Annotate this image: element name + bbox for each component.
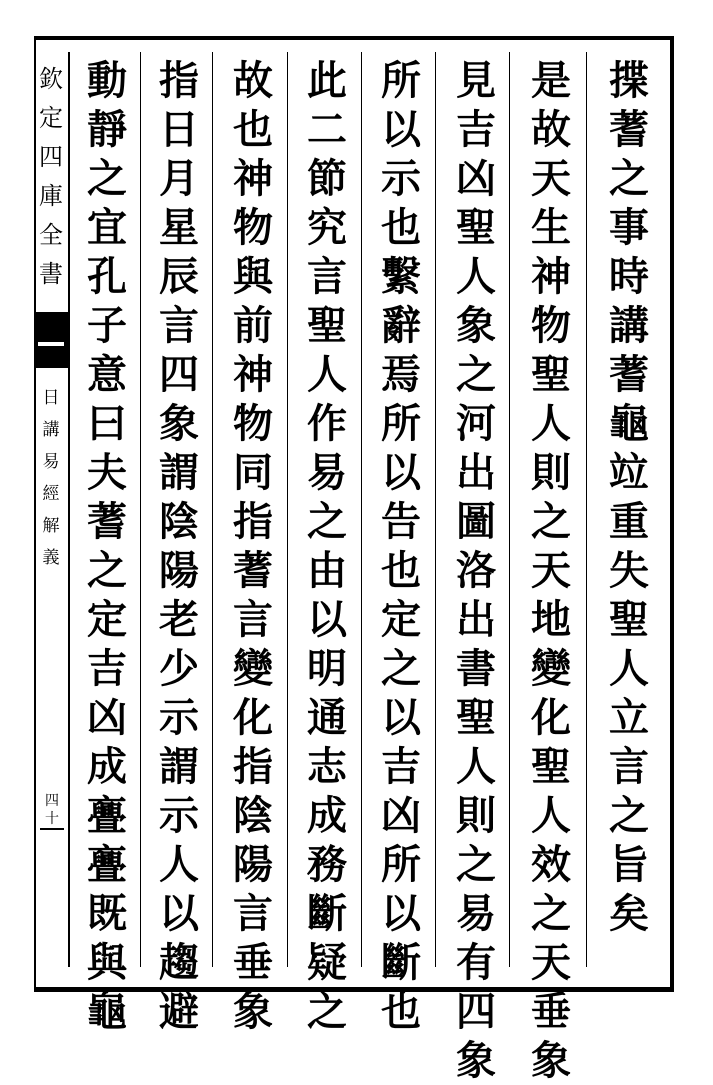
text-char: 指	[159, 57, 199, 104]
text-char: 洛	[456, 547, 496, 594]
text-char: 重	[609, 498, 649, 545]
text-char: 吉	[456, 106, 496, 153]
column-rule	[509, 52, 510, 967]
chapter-title-char: 解	[42, 516, 60, 536]
text-char: 聖	[531, 743, 571, 790]
text-char: 少	[159, 645, 199, 692]
text-char: 示	[159, 792, 199, 839]
text-char: 示	[159, 694, 199, 741]
text-char: 趨	[159, 939, 199, 986]
text-char: 成	[307, 792, 347, 839]
chapter-title-char: 日	[42, 388, 60, 408]
text-char: 以	[381, 106, 421, 153]
text-char: 出	[456, 596, 496, 643]
text-char: 垂	[233, 939, 273, 986]
text-char: 人	[456, 253, 496, 300]
text-char: 之	[531, 498, 571, 545]
text-char: 也	[381, 204, 421, 251]
text-char: 神	[233, 155, 273, 202]
book-title-char: 全	[39, 221, 63, 249]
text-column	[443, 56, 509, 1084]
text-char: 宜	[87, 204, 127, 251]
text-char: 作	[307, 400, 347, 447]
text-char: 凶	[381, 792, 421, 839]
text-char: 人	[531, 400, 571, 447]
text-column	[220, 56, 286, 1035]
text-char: 四	[456, 988, 496, 1035]
text-char: 凶	[87, 694, 127, 741]
text-char: 與	[87, 939, 127, 986]
text-char: 之	[87, 155, 127, 202]
fishtail-mark	[34, 312, 68, 368]
text-char: 既	[87, 890, 127, 937]
text-char: 聖	[531, 351, 571, 398]
text-char: 圖	[456, 498, 496, 545]
text-char: 之	[609, 155, 649, 202]
text-char: 聖	[307, 302, 347, 349]
text-char: 天	[531, 939, 571, 986]
text-char: 書	[456, 645, 496, 692]
text-char: 蓍	[609, 106, 649, 153]
text-char: 人	[159, 841, 199, 888]
chapter-title-char: 講	[42, 420, 60, 440]
chapter-title-char: 經	[42, 484, 60, 504]
text-char: 矣	[609, 890, 649, 937]
text-char: 象	[456, 1037, 496, 1084]
text-char: 也	[233, 106, 273, 153]
text-char: 效	[531, 841, 571, 888]
column-rule	[212, 52, 213, 967]
text-char: 垂	[531, 988, 571, 1035]
text-char: 繫	[381, 253, 421, 300]
text-column	[596, 56, 662, 966]
text-char: 人	[609, 645, 649, 692]
text-char: 物	[233, 204, 273, 251]
column-rule	[140, 52, 141, 967]
column-rule	[435, 52, 436, 967]
text-char: 蓍	[609, 351, 649, 398]
text-char: 靜	[87, 106, 127, 153]
text-char: 通	[307, 694, 347, 741]
text-char: 蓍	[87, 498, 127, 545]
text-char: 揲	[609, 57, 649, 104]
text-char: 明	[307, 645, 347, 692]
text-char: 之	[456, 841, 496, 888]
text-char: 星	[159, 204, 199, 251]
text-char: 天	[531, 547, 571, 594]
chapter-title-char: 義	[42, 548, 60, 568]
text-char: 此	[307, 57, 347, 104]
book-title-char: 定	[39, 104, 63, 132]
text-char: 立	[609, 694, 649, 741]
text-char: 陽	[159, 547, 199, 594]
text-char: 務	[307, 841, 347, 888]
text-column	[368, 56, 434, 1035]
text-char: 也	[381, 988, 421, 1035]
text-char: 易	[456, 890, 496, 937]
text-column	[294, 56, 360, 1035]
book-title-char: 庫	[39, 182, 63, 210]
text-char: 陰	[233, 792, 273, 839]
text-char: 同	[233, 449, 273, 496]
text-char: 孔	[87, 253, 127, 300]
text-char: 之	[456, 351, 496, 398]
text-char: 之	[381, 645, 421, 692]
book-title-char: 欽	[39, 65, 63, 93]
text-char: 成	[87, 743, 127, 790]
text-char: 告	[381, 498, 421, 545]
text-column	[518, 56, 584, 1084]
text-char: 象	[159, 400, 199, 447]
text-char: 前	[233, 302, 273, 349]
text-char: 曰	[87, 400, 127, 447]
text-char: 言	[307, 253, 347, 300]
text-char: 則	[456, 792, 496, 839]
page-number: 四十	[40, 792, 64, 830]
text-char: 龜	[609, 400, 649, 447]
text-char: 地	[531, 596, 571, 643]
text-char: 以	[307, 596, 347, 643]
text-char: 象	[531, 1037, 571, 1084]
text-char: 指	[233, 498, 273, 545]
text-char: 象	[233, 988, 273, 1035]
text-char: 聖	[456, 694, 496, 741]
text-char: 之	[609, 792, 649, 839]
text-char: 化	[531, 694, 571, 741]
text-char: 吉	[381, 743, 421, 790]
text-char: 出	[456, 449, 496, 496]
text-char: 吉	[87, 645, 127, 692]
text-char: 故	[233, 57, 273, 104]
column-rule	[68, 52, 70, 967]
text-char: 言	[159, 302, 199, 349]
text-char: 是	[531, 57, 571, 104]
text-char: 之	[307, 988, 347, 1035]
text-column	[74, 56, 140, 1035]
book-title-char: 書	[39, 260, 63, 288]
text-char: 人	[307, 351, 347, 398]
text-char: 龜	[87, 988, 127, 1035]
text-char: 時	[609, 253, 649, 300]
text-char: 生	[531, 204, 571, 251]
text-column	[146, 56, 212, 1035]
text-char: 故	[531, 106, 571, 153]
text-char: 物	[233, 400, 273, 447]
column-rule	[361, 52, 362, 967]
chapter-title-char: 易	[42, 452, 60, 472]
text-char: 亹	[87, 792, 127, 839]
text-char: 陽	[233, 841, 273, 888]
text-char: 四	[159, 351, 199, 398]
text-char: 旨	[609, 841, 649, 888]
text-char: 日	[159, 106, 199, 153]
text-char: 之	[87, 547, 127, 594]
column-rule	[586, 52, 587, 967]
text-char: 講	[609, 302, 649, 349]
text-char: 謂	[159, 449, 199, 496]
text-char: 謂	[159, 743, 199, 790]
text-char: 由	[307, 547, 347, 594]
text-char: 陰	[159, 498, 199, 545]
page-margin-column	[34, 52, 68, 964]
text-char: 化	[233, 694, 273, 741]
text-char: 以	[381, 694, 421, 741]
text-char: 之	[531, 890, 571, 937]
text-char: 斷	[307, 890, 347, 937]
text-char: 所	[381, 57, 421, 104]
book-title-vertical	[34, 60, 68, 294]
text-char: 天	[531, 155, 571, 202]
text-char: 象	[456, 302, 496, 349]
text-char: 物	[531, 302, 571, 349]
text-char: 月	[159, 155, 199, 202]
text-char: 聖	[609, 596, 649, 643]
text-char: 焉	[381, 351, 421, 398]
text-char: 以	[159, 890, 199, 937]
text-char: 易	[307, 449, 347, 496]
text-char: 究	[307, 204, 347, 251]
book-title-char: 四	[39, 143, 63, 171]
text-char: 志	[307, 743, 347, 790]
text-char: 見	[456, 57, 496, 104]
text-char: 神	[233, 351, 273, 398]
text-char: 老	[159, 596, 199, 643]
text-char: 之	[307, 498, 347, 545]
text-char: 辰	[159, 253, 199, 300]
text-char: 則	[531, 449, 571, 496]
text-char: 節	[307, 155, 347, 202]
text-char: 所	[381, 400, 421, 447]
text-char: 與	[233, 253, 273, 300]
text-char: 疑	[307, 939, 347, 986]
column-rule	[287, 52, 288, 967]
text-char: 變	[233, 645, 273, 692]
text-char: 意	[87, 351, 127, 398]
text-char: 以	[381, 890, 421, 937]
text-char: 有	[456, 939, 496, 986]
text-char: 所	[381, 841, 421, 888]
text-char: 定	[381, 596, 421, 643]
text-char: 定	[87, 596, 127, 643]
text-char: 河	[456, 400, 496, 447]
text-char: 指	[233, 743, 273, 790]
text-char: 言	[609, 743, 649, 790]
text-char: 言	[233, 596, 273, 643]
text-char: 示	[381, 155, 421, 202]
text-char: 人	[456, 743, 496, 790]
text-char: 神	[531, 253, 571, 300]
text-char: 辭	[381, 302, 421, 349]
text-char: 凶	[456, 155, 496, 202]
text-char: 人	[531, 792, 571, 839]
text-char: 以	[381, 449, 421, 496]
text-char: 二	[307, 106, 347, 153]
text-char: 夫	[87, 449, 127, 496]
text-char: 蓍	[233, 547, 273, 594]
text-char: 斷	[381, 939, 421, 986]
text-char: 聖	[456, 204, 496, 251]
text-char: 竝	[609, 449, 649, 496]
text-char: 變	[531, 645, 571, 692]
text-char: 事	[609, 204, 649, 251]
text-char: 也	[381, 547, 421, 594]
text-char: 失	[609, 547, 649, 594]
text-char: 避	[159, 988, 199, 1035]
text-char: 亹	[87, 841, 127, 888]
text-char: 子	[87, 302, 127, 349]
chapter-title-vertical	[38, 382, 64, 574]
text-char: 言	[233, 890, 273, 937]
text-char: 動	[87, 57, 127, 104]
